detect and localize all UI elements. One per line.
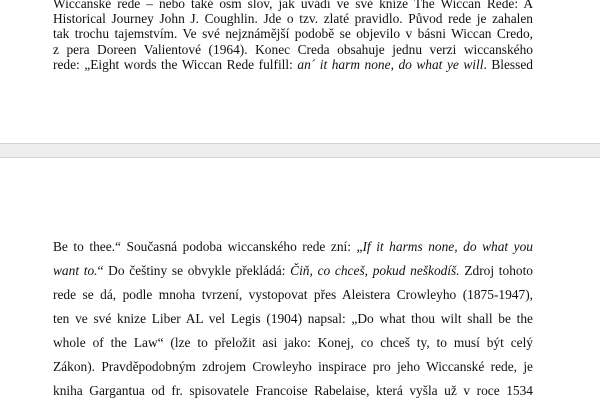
italic-quote: want to. <box>53 263 98 278</box>
text-line: rede se dá, podle mnoha tvrzení, vystopovat přes Aleistera Crowleyho (1875-1947), <box>53 287 533 302</box>
text-line: ten ve své knize Liber AL vel Legis (1904) napsal: „Do what thou wilt shall be the <box>53 311 533 326</box>
text-line: Historical Journey John J. Coughlin. Jde o tzv. zlaté pravidlo. Původ rede je zahalen <box>53 11 533 27</box>
italic-quote: If it harms none, do what you <box>362 239 533 254</box>
text-line: whole of the Law“ (lze to přeložit asi jako: Konej, co chceš ty, to musí být celý <box>53 335 533 350</box>
text-line <box>53 259 533 283</box>
paragraph-wiccan-rede-translation <box>53 235 533 403</box>
document-page-1 <box>0 0 600 143</box>
text-line <box>53 235 533 259</box>
text-run: Be to thee.“ Současná podoba wiccanského rede zní: „ <box>53 239 363 254</box>
text-line: z pera Doreen Valientové (1964). Konec Creda obsahuje jednu verzi wiccanského <box>53 41 533 57</box>
text-line <box>53 57 533 72</box>
text-run: “ Do češtiny se obvykle překládá: <box>97 263 291 278</box>
paragraph-wiccan-rede-origin <box>53 0 533 72</box>
italic-translation: Čiň, co chceš, pokud neškodíš. <box>290 263 460 278</box>
text-run: rede: „Eight words the Wiccan Rede fulfill: <box>53 56 298 72</box>
text-line: Wiccanské rede – nebo také osm slov, jak uvádí ve své knize The Wiccan Rede: A <box>53 0 533 11</box>
page-break-gap <box>0 143 600 158</box>
text-line: tak trochu tajemstvím. Ve své nejznámější podobě se objevilo v básni Wiccan Credo, <box>53 26 533 42</box>
text-line: Zákon). Pravděpodobným zdrojem Crowleyho inspirace pro jeho Wiccanské rede, je <box>53 359 533 374</box>
text-run: Zdroj tohoto <box>459 263 534 278</box>
text-run: . Blessed <box>483 56 533 72</box>
italic-quote: an´ it harm none, do what ye will <box>297 56 484 72</box>
text-line: kniha Gargantua od fr. spisovatele Francoise Rabelaise, která vyšla už v roce 1534 <box>53 383 533 398</box>
